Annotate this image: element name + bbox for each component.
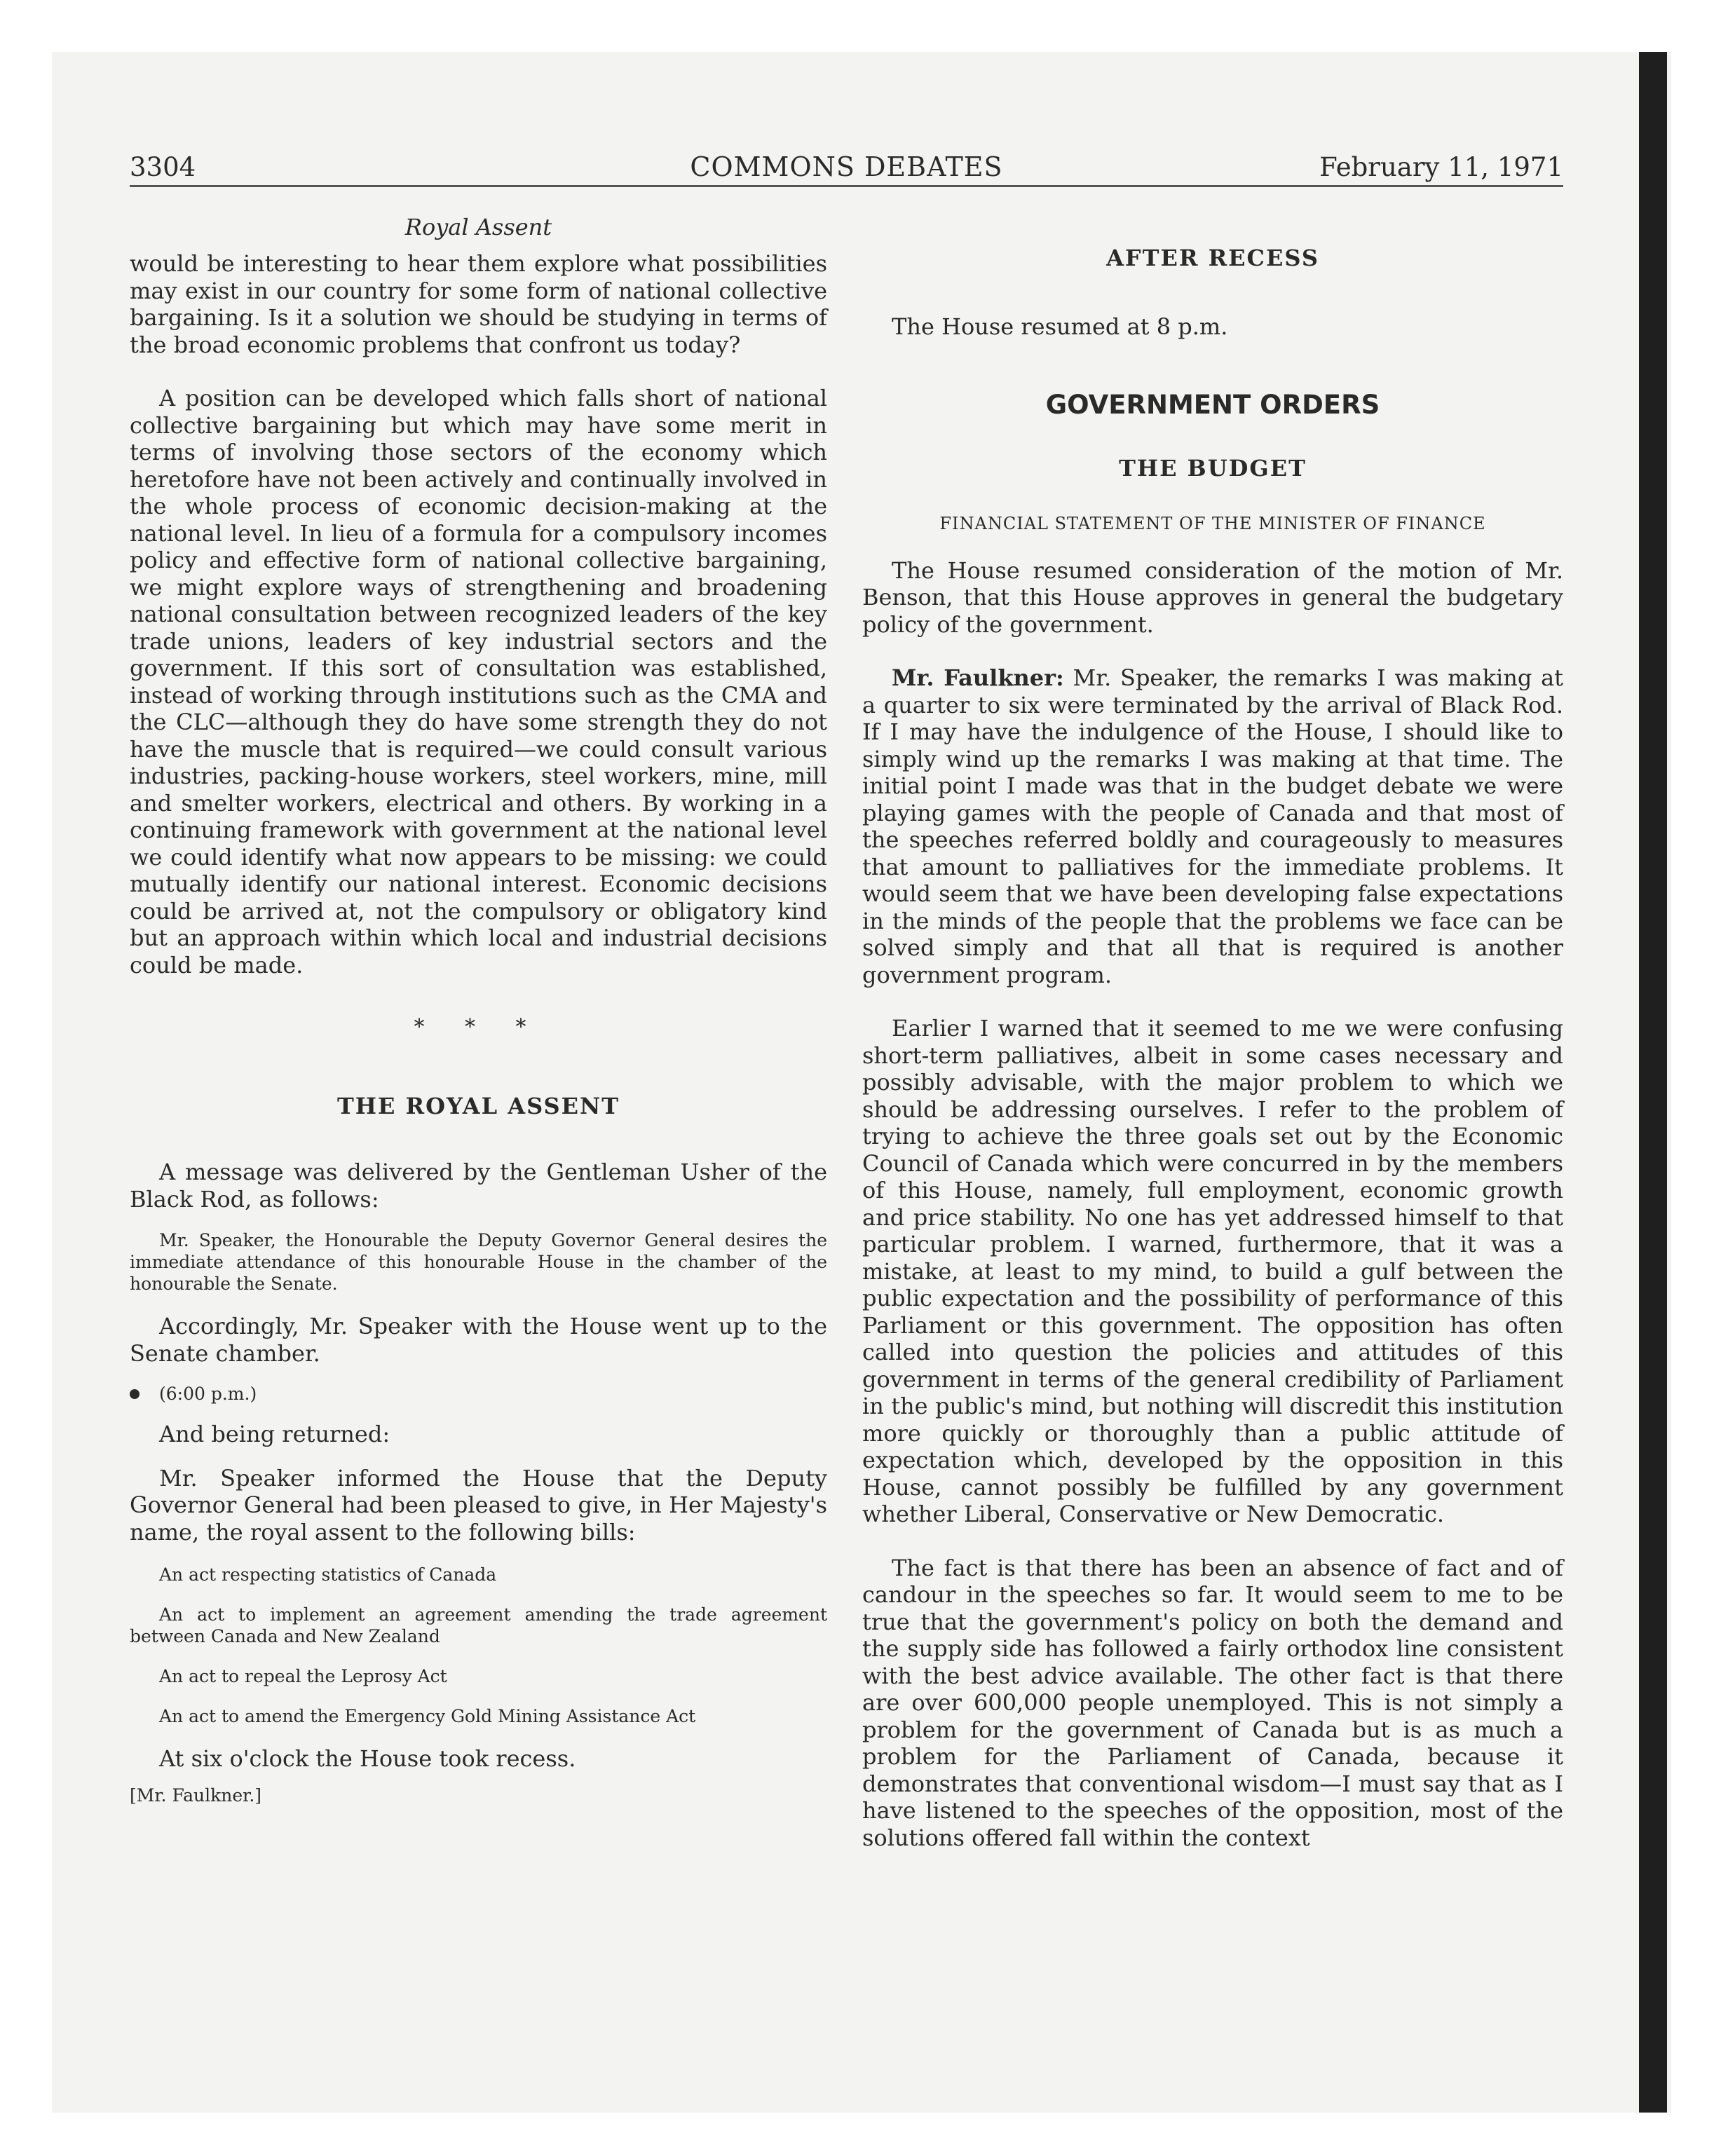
paragraph: A position can be developed which falls short of national collective bargaining but which may have some merit in terms of involving those sectors of the economy which heretofore have not been actively and continually involved in the whole process of economic decision-making at the national level. In lieu of a formula for a compulsory incomes policy and effective form of national collective bargaining, we might explore ways of strengthening and broadening national consultation between recognized leaders of the key trade unions, leaders of key industrial sectors and the government. If this sort of consultation was established, instead of working through institutions such as the CMA and the CLC—although they do have some strength they do not have the muscle that is required—we could consult various industries, packing-house workers, steel workers, mine, mill and smelter workers, electrical and others. By working in a continuing framework with government at the national level we could identify what now appears to be missing: we could mutually identify our national interest. Economic decisions could be arrived at, not the compulsory or obligatory kind but an approach within which local and industrial decisions could be made. — [130, 385, 827, 978]
paragraph: The House resumed at 8 p.m. — [892, 313, 1228, 340]
paragraph: would be interesting to hear them explore what possibilities may exist in our country for some form of national collective bargaining. Is it a solution we should be studying in terms of the broad economic problems that confront us today? — [130, 250, 827, 358]
running-head: Royal Assent — [404, 214, 552, 240]
bill-item: An act respecting statistics of Canada — [159, 1564, 497, 1585]
section-heading-budget: THE BUDGET — [1119, 454, 1307, 482]
section-heading-government-orders: GOVERNMENT ORDERS — [1045, 389, 1380, 420]
page-date: February 11, 1971 — [1319, 152, 1563, 182]
speaker-footer-note: [Mr. Faulkner.] — [130, 1785, 262, 1806]
paragraph: At six o'clock the House took recess. — [159, 1745, 576, 1772]
bill-item: An act to repeal the Leprosy Act — [159, 1666, 447, 1686]
subsection-heading: FINANCIAL STATEMENT OF THE MINISTER OF FINANCE — [939, 513, 1486, 533]
paragraph: The fact is that there has been an absence of fact and of candour in the speeches so far. It would seem to me to be true that the government's policy on both the demand and the supply side has followed a fairly orthodox line consistent with the best advice available. The other fact is that there are over 600,000 people unemployed. This is not simply a problem for the government of Canada but is as much a problem for the Parliament of Canada, because it demonstrates that conventional wisdom—I must say that as I have listened to the speeches of the opposition, most of the solutions offered fall within the context — [862, 1554, 1563, 1851]
page-number: 3304 — [130, 152, 196, 182]
paragraph — [862, 664, 1563, 988]
speech-text: Mr. Speaker, the remarks I was making at a quarter to six were terminated by the arrival of Black Rod. If I may have the indulgence of the House, I should like to simply wind up the remarks I was making at that time. The initial point I made was that in the budget debate we were playing games with the people of Canada and that most of the speeches referred boldly and courageously to measures that amount to palliatives for the immediate problems. It would seem that we have been developing false expectations in the minds of the people that the problems we face can be solved simply and that all that is required is another government program. — [862, 664, 1563, 988]
speaker-name: Mr. Faulkner: — [892, 664, 1064, 691]
paragraph: Accordingly, Mr. Speaker with the House went up to the Senate chamber. — [130, 1313, 827, 1367]
paragraph: And being returned: — [159, 1421, 390, 1447]
bill-item: An act to amend the Emergency Gold Mining Assistance Act — [159, 1706, 696, 1726]
section-heading-after-recess: AFTER RECESS — [1106, 245, 1319, 271]
right-column — [862, 214, 1563, 1878]
paragraph: The House resumed consideration of the motion of Mr. Benson, that this House approves in general the budgetary policy of the government. — [862, 557, 1563, 638]
quoted-message: Mr. Speaker, the Honourable the Deputy Governor General desires the immediate attendance of this honourable House in the chamber of the honourable the Senate. — [130, 1230, 827, 1294]
scan-edge-shadow — [1639, 52, 1667, 2113]
section-heading-royal-assent: THE ROYAL ASSENT — [336, 1093, 620, 1119]
paragraph: A message was delivered by the Gentleman Usher of the Black Rod, as follows: — [130, 1159, 827, 1213]
section-separator: * * * — [414, 1015, 543, 1039]
time-text: (6:00 p.m.) — [159, 1384, 257, 1404]
paragraph: Earlier I warned that it seemed to me we were confusing short-term palliatives, albeit in some cases necessary and possibly advisable, with the major problem to which we should be addressing ourselves. I refer to the problem of trying to achieve the three goals set out by the Economic Council of Canada which were concurred in by the members of this House, namely, full employment, economic growth and price stability. No one has yet addressed himself to that particular problem. I warned, furthermore, that it was a mistake, at least to my mind, to build a gulf between the public expectation and the possibility of performance of this Parliament or this government. The opposition has often called into question the policies and attitudes of this government in terms of the general credibility of Parliament in the public's mind, but nothing will discredit this institution more quickly or thoroughly than a public attitude of expectation which, developed by the opposition in this House, cannot possibly be fulfilled by any government whether Liberal, Conservative or New Democratic. — [862, 1015, 1563, 1527]
paragraph: Mr. Speaker informed the House that the Deputy Governor General had been pleased to give, in Her Majesty's name, the royal assent to the following bills: — [130, 1464, 827, 1546]
publication-title: COMMONS DEBATES — [690, 151, 1003, 182]
bullet-icon — [130, 1389, 140, 1399]
page-header — [130, 140, 1563, 187]
bill-item: An act to implement an agreement amending the trade agreement between Canada and New Zealand — [130, 1604, 827, 1646]
time-marker — [130, 1384, 827, 1404]
left-column — [130, 214, 827, 1806]
